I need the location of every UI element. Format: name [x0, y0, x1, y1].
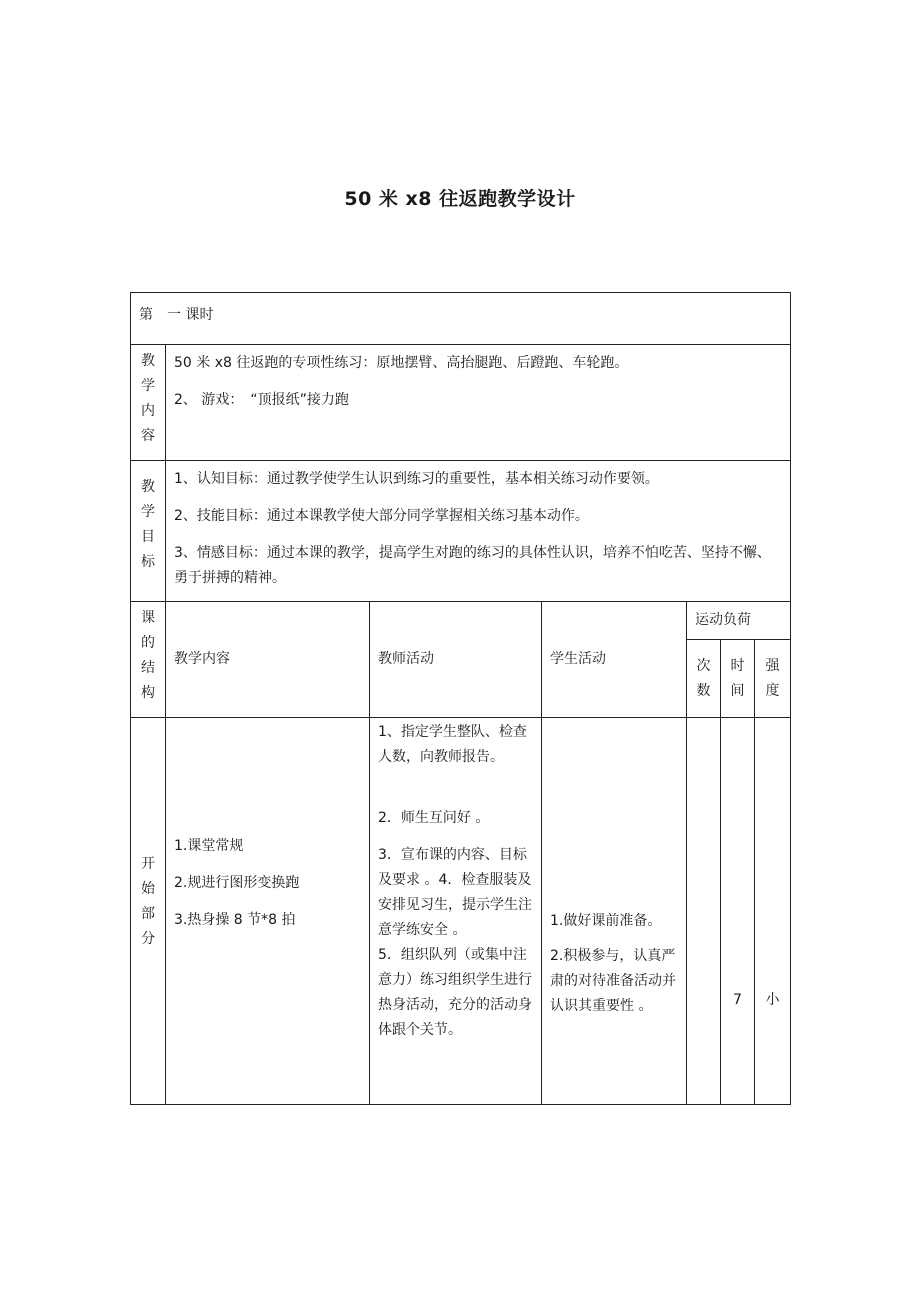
start-label-cell	[131, 718, 166, 1105]
header-load: 运动负荷	[695, 612, 751, 628]
start-time-cell	[721, 718, 755, 1105]
header-count-cell	[687, 640, 721, 718]
header-time: 时 间	[730, 657, 745, 699]
header-load-cell	[687, 602, 791, 640]
header-teacher-cell	[370, 602, 542, 718]
document-title: 50 米 x8 往返跑教学设计	[344, 188, 576, 210]
content-cell	[166, 345, 791, 461]
header-content-cell	[166, 602, 370, 718]
start-student-cell	[542, 718, 687, 1105]
header-student: 学生活动	[550, 651, 606, 667]
goals-label-cell	[131, 461, 166, 602]
student-step-2: 2.积极参与，认真严肃的对待准备活动并认识其重要性 。	[550, 948, 676, 1014]
start-content-3: 3.热身操 8 节*8 拍	[174, 912, 296, 928]
content-label: 教 学 内 容	[141, 353, 155, 444]
goals-cell	[166, 461, 791, 602]
start-time: 7	[733, 992, 742, 1008]
header-content: 教学内容	[174, 651, 230, 667]
content-line-2: 2、 游戏： “顶报纸”接力跑	[174, 392, 349, 408]
teacher-step-2: 2．师生互问好 。	[378, 810, 490, 826]
goal-cognitive: 1、认知目标：通过教学使学生认识到练习的重要性，基本相关练习动作要领。	[174, 471, 659, 487]
start-content-1: 1.课堂常规	[174, 838, 244, 854]
lesson-label: 第 一 课时	[139, 307, 214, 323]
start-count-cell	[687, 718, 721, 1105]
content-line-1: 50 米 x8 往返跑的专项性练习：原地摆臂、高抬腿跑、后蹬跑、车轮跑。	[174, 355, 629, 371]
teacher-step-5: 5．组织队列（或集中注意力）练习组织学生进行热身活动，充分的活动身体跟个关节。	[378, 947, 532, 1038]
start-content-cell	[166, 718, 370, 1105]
structure-label: 课 的 结 构	[141, 610, 155, 701]
header-intensity-cell	[755, 640, 791, 718]
start-label: 开 始 部 分	[141, 856, 155, 947]
start-intensity-cell	[755, 718, 791, 1105]
lesson-cell	[131, 293, 791, 345]
student-step-1: 1.做好课前准备。	[550, 913, 662, 929]
content-label-cell	[131, 345, 166, 461]
start-teacher-cell	[370, 718, 542, 1105]
header-teacher: 教师活动	[378, 651, 434, 667]
teacher-step-3: 3．宣布课的内容、目标及要求 。4．检查服装及安排见习生，提示学生注意学练安全 。	[378, 847, 532, 938]
start-intensity: 小	[765, 992, 780, 1008]
lesson-plan-table	[130, 292, 791, 1105]
goal-skill: 2、技能目标：通过本课教学使大部分同学掌握相关练习基本动作。	[174, 508, 589, 524]
goal-emotion: 3、情感目标：通过本课的教学，提高学生对跑的练习的具体性认识，培养不怕吃苦、坚持不懈、勇于拼搏的精神。	[174, 545, 771, 586]
teacher-step-1: 1、指定学生整队、检查人数，向教师报告。	[378, 724, 527, 765]
start-content-2: 2.规进行图形变换跑	[174, 875, 300, 891]
structure-label-cell	[131, 602, 166, 718]
header-intensity: 强 度	[765, 657, 780, 699]
header-student-cell	[542, 602, 687, 718]
goals-label: 教 学 目 标	[141, 479, 155, 570]
header-time-cell	[721, 640, 755, 718]
header-count: 次 数	[696, 657, 711, 699]
